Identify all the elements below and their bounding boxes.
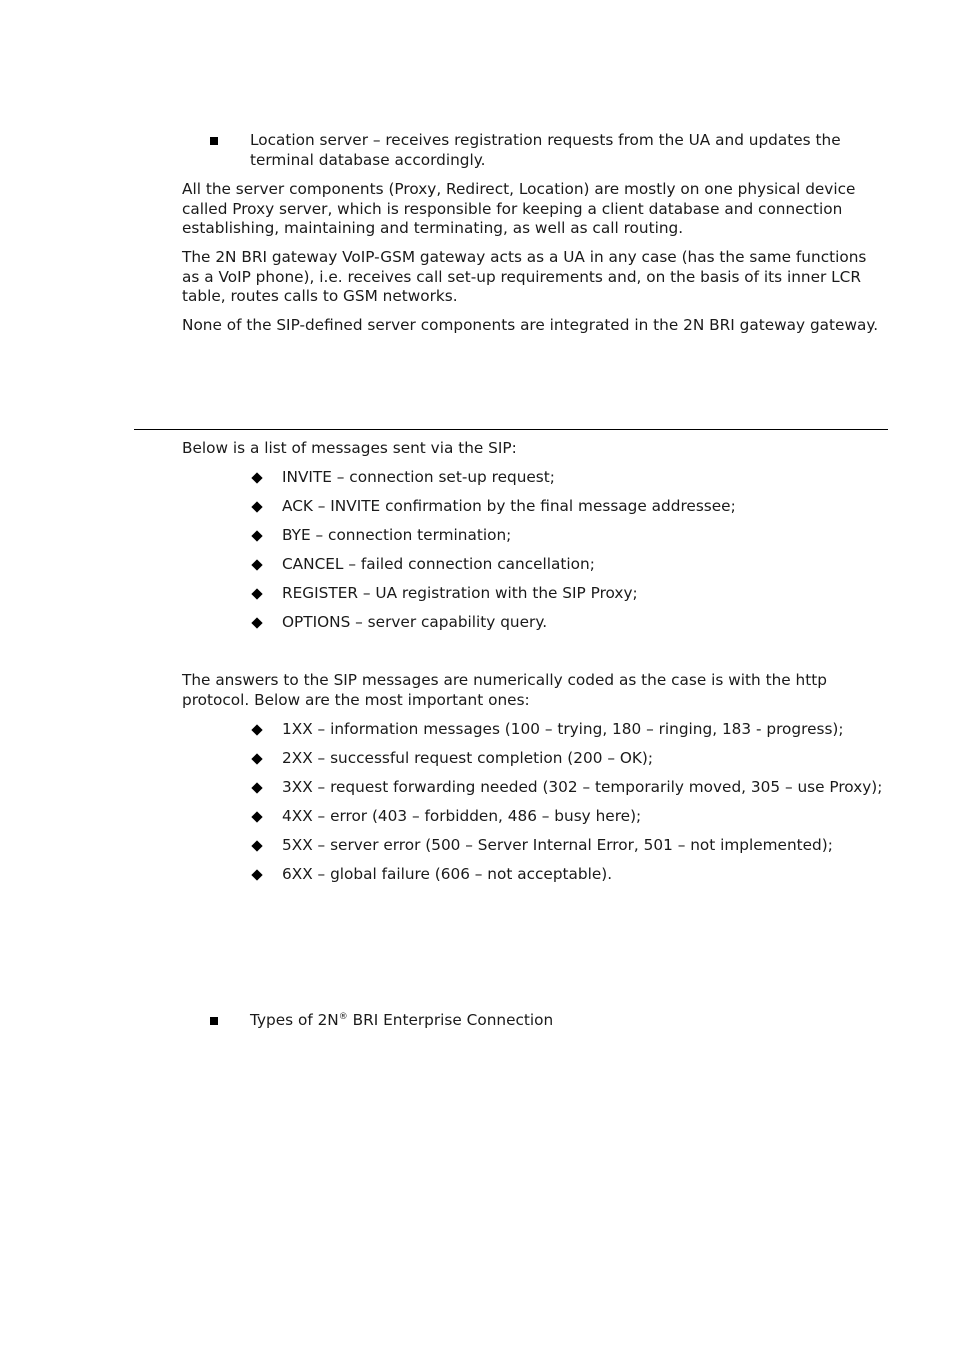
diamond-bullet-icon	[251, 501, 262, 512]
diamond-bullet-icon	[251, 753, 262, 764]
list-item: CANCEL – failed connection cancellation;	[250, 555, 890, 575]
messages-intro: Below is a list of messages sent via the SIP:	[182, 439, 517, 457]
list-item: ACK – INVITE confirmation by the final message addressee;	[250, 497, 890, 517]
location-server-text: Location server – receives registration requests from the UA and updates the terminal database accordingly.	[250, 131, 841, 169]
square-bullet-icon	[210, 137, 218, 145]
diamond-bullet-icon	[251, 472, 262, 483]
list-item: REGISTER – UA registration with the SIP Proxy;	[250, 584, 890, 604]
list-item: BYE – connection termination;	[250, 526, 890, 546]
square-bullet-icon	[210, 1017, 218, 1025]
diamond-bullet-icon	[251, 617, 262, 628]
list-item: INVITE – connection set-up request;	[250, 468, 890, 488]
diamond-bullet-icon	[251, 869, 262, 880]
connection-types-text: Types of 2N® BRI Enterprise Connection	[250, 1011, 554, 1029]
diamond-bullet-icon	[251, 530, 262, 541]
sip-answers-list	[250, 720, 890, 894]
answers-intro: The answers to the SIP messages are numerically coded as the case is with the http protocol. Below are the most important ones:	[182, 671, 827, 709]
paragraph-no-server-components: None of the SIP-defined server components are integrated in the 2N BRI gateway gateway.	[182, 316, 879, 334]
diamond-bullet-icon	[251, 588, 262, 599]
list-item: 5XX – server error (500 – Server Internal Error, 501 – not implemented);	[250, 836, 890, 856]
list-item: OPTIONS – server capability query.	[250, 613, 890, 633]
section-divider	[134, 429, 888, 430]
list-item: 6XX – global failure (606 – not acceptable).	[250, 865, 890, 885]
list-item: 2XX – successful request completion (200 – OK);	[250, 749, 890, 769]
sip-messages-list	[250, 468, 890, 642]
list-item: 1XX – information messages (100 – trying, 180 – ringing, 183 - progress);	[250, 720, 890, 740]
paragraph-server-components: All the server components (Proxy, Redirect, Location) are mostly on one physical device called Proxy server, which is responsible for keeping a client database and connection establishing, maintaining and terminating, as well as call routing.	[182, 180, 856, 238]
diamond-bullet-icon	[251, 782, 262, 793]
list-item: 3XX – request forwarding needed (302 – temporarily moved, 305 – use Proxy);	[250, 778, 890, 798]
diamond-bullet-icon	[251, 811, 262, 822]
list-item: 4XX – error (403 – forbidden, 486 – busy here);	[250, 807, 890, 827]
diamond-bullet-icon	[251, 724, 262, 735]
diamond-bullet-icon	[251, 559, 262, 570]
diamond-bullet-icon	[251, 840, 262, 851]
paragraph-gateway-ua: The 2N BRI gateway VoIP-GSM gateway acts as a UA in any case (has the same functions as a VoIP phone), i.e. receives call set-up requirements and, on the basis of its inner LCR table, routes calls to GSM networks.	[182, 248, 867, 306]
